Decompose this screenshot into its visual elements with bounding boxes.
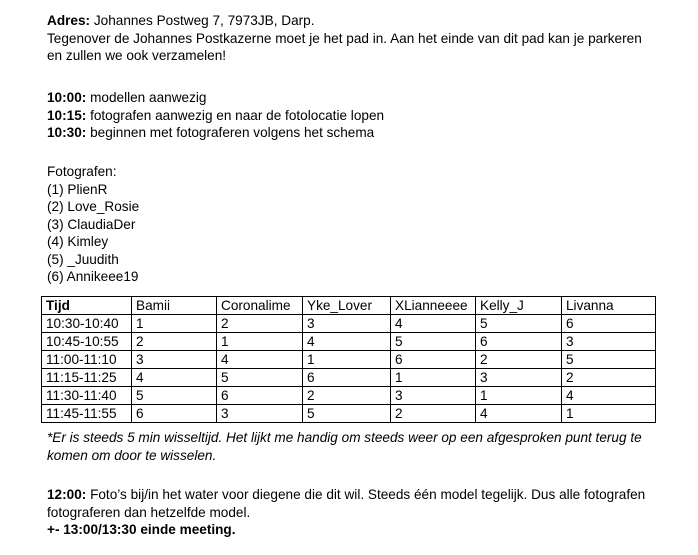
table-body [42,315,656,423]
photographer-number-cell: 6 [303,369,391,387]
photographer-number-cell: 2 [303,387,391,405]
timeline-item [47,124,658,142]
time-slot-cell: 11:45-11:55 [42,405,132,423]
table-header-row [42,297,656,315]
column-header: Kelly_J [476,297,562,315]
address-label: Adres: [47,13,91,28]
table-row [42,333,656,351]
time-slot-cell: 11:00-11:10 [42,351,132,369]
photographer-item: (4) Kimley [47,234,109,249]
timeline-section [47,89,658,142]
photographer-number-cell: 5 [132,387,217,405]
photographer-number-cell: 3 [476,369,562,387]
time-slot-cell: 10:30-10:40 [42,315,132,333]
timeline-item [47,89,658,107]
timeline-text: modellen aanwezig [86,90,207,105]
table-row [42,369,656,387]
timeline-text: fotografen aanwezig en naar de fotolocatie lopen [86,107,385,123]
address-value: Johannes Postweg 7, 7973JB, Darp. [90,13,315,28]
footer-text: Foto’s bij/in het water voor diegene die dit wil. Steeds één model tegelijk. Dus alle fotografen fotograferen dan hetzelfde model. [47,487,646,520]
time-slot-cell: 11:15-11:25 [42,369,132,387]
photographer-number-cell: 5 [562,351,656,369]
photographer-item: (5) _Juudith [47,251,119,267]
directions-text: Tegenover de Johannes Postkazerne moet je het pad in. Aan het einde van dit pad kan je parkeren en zullen we ook verzamelen! [47,30,642,63]
time-slot-cell: 10:45-10:55 [42,333,132,351]
end-meeting: +- 13:00/13:30 einde meeting. [47,522,236,537]
photographer-number-cell: 2 [562,369,656,387]
footer-item [47,486,658,521]
column-header: Livanna [562,297,656,315]
photographers-title: Fotografen: [47,164,117,179]
photographer-number-cell: 4 [303,333,391,351]
photographer-number-cell: 4 [217,351,303,369]
photographer-number-cell: 5 [303,405,391,423]
photographer-number-cell: 3 [217,405,303,423]
photographer-number-cell: 1 [217,333,303,351]
photographer-number-cell: 2 [217,315,303,333]
photographer-number-cell: 6 [391,351,476,369]
column-header: XLianneeee [391,297,476,315]
timeline-text: beginnen met fotograferen volgens het schema [86,125,375,140]
column-header: Yke_Lover [303,297,391,315]
column-header: Tijd [42,297,132,315]
photographer-number-cell: 3 [303,315,391,333]
footer-time: 12:00: [47,487,87,502]
photographer-number-cell: 3 [391,387,476,405]
table-row [42,351,656,369]
photographer-number-cell: 2 [476,351,562,369]
photographer-number-cell: 2 [391,405,476,423]
photographer-number-cell: 1 [476,387,562,405]
column-header: Bamii [132,297,217,315]
photographer-number-cell: 3 [562,333,656,351]
footer-section [47,486,658,539]
photographers-section [47,163,658,286]
photographer-number-cell: 6 [217,387,303,405]
photographer-number-cell: 3 [132,351,217,369]
photographer-number-cell: 6 [132,405,217,423]
photographer-number-cell: 5 [391,333,476,351]
timeline-time: 10:00: [47,90,87,105]
photographer-number-cell: 5 [217,369,303,387]
address-line [47,12,658,30]
photographer-number-cell: 5 [476,315,562,333]
photographer-number-cell: 4 [391,315,476,333]
photographer-item: (3) ClaudiaDer [47,216,136,232]
photographer-number-cell: 2 [132,333,217,351]
switch-time-note: *Er is steeds 5 min wisseltijd. Het lijkt me handig om steeds weer op een afgesproken punt terug te komen om door te wisselen. [47,430,642,463]
photographer-number-cell: 1 [303,351,391,369]
table-row [42,315,656,333]
photographer-item: (1) PlienR [47,181,108,197]
time-slot-cell: 11:30-11:40 [42,387,132,405]
timeline-time: 10:30: [47,125,87,140]
photographer-number-cell: 6 [476,333,562,351]
photographer-number-cell: 4 [132,369,217,387]
photographer-number-cell: 6 [562,315,656,333]
note-section [47,429,658,464]
photographer-number-cell: 4 [476,405,562,423]
photographer-number-cell: 4 [562,387,656,405]
address-section [47,12,658,65]
timeline-time: 10:15: [47,107,87,123]
table-row [42,387,656,405]
photographer-number-cell: 1 [391,369,476,387]
schedule-table [41,296,656,423]
photographer-number-cell: 1 [132,315,217,333]
table-row [42,405,656,423]
photographer-number-cell: 1 [562,405,656,423]
photographer-item: (6) Annikeee19 [47,269,139,284]
timeline-item [47,107,658,125]
photographer-item: (2) Love_Rosie [47,199,140,214]
column-header: Coronalime [217,297,303,315]
